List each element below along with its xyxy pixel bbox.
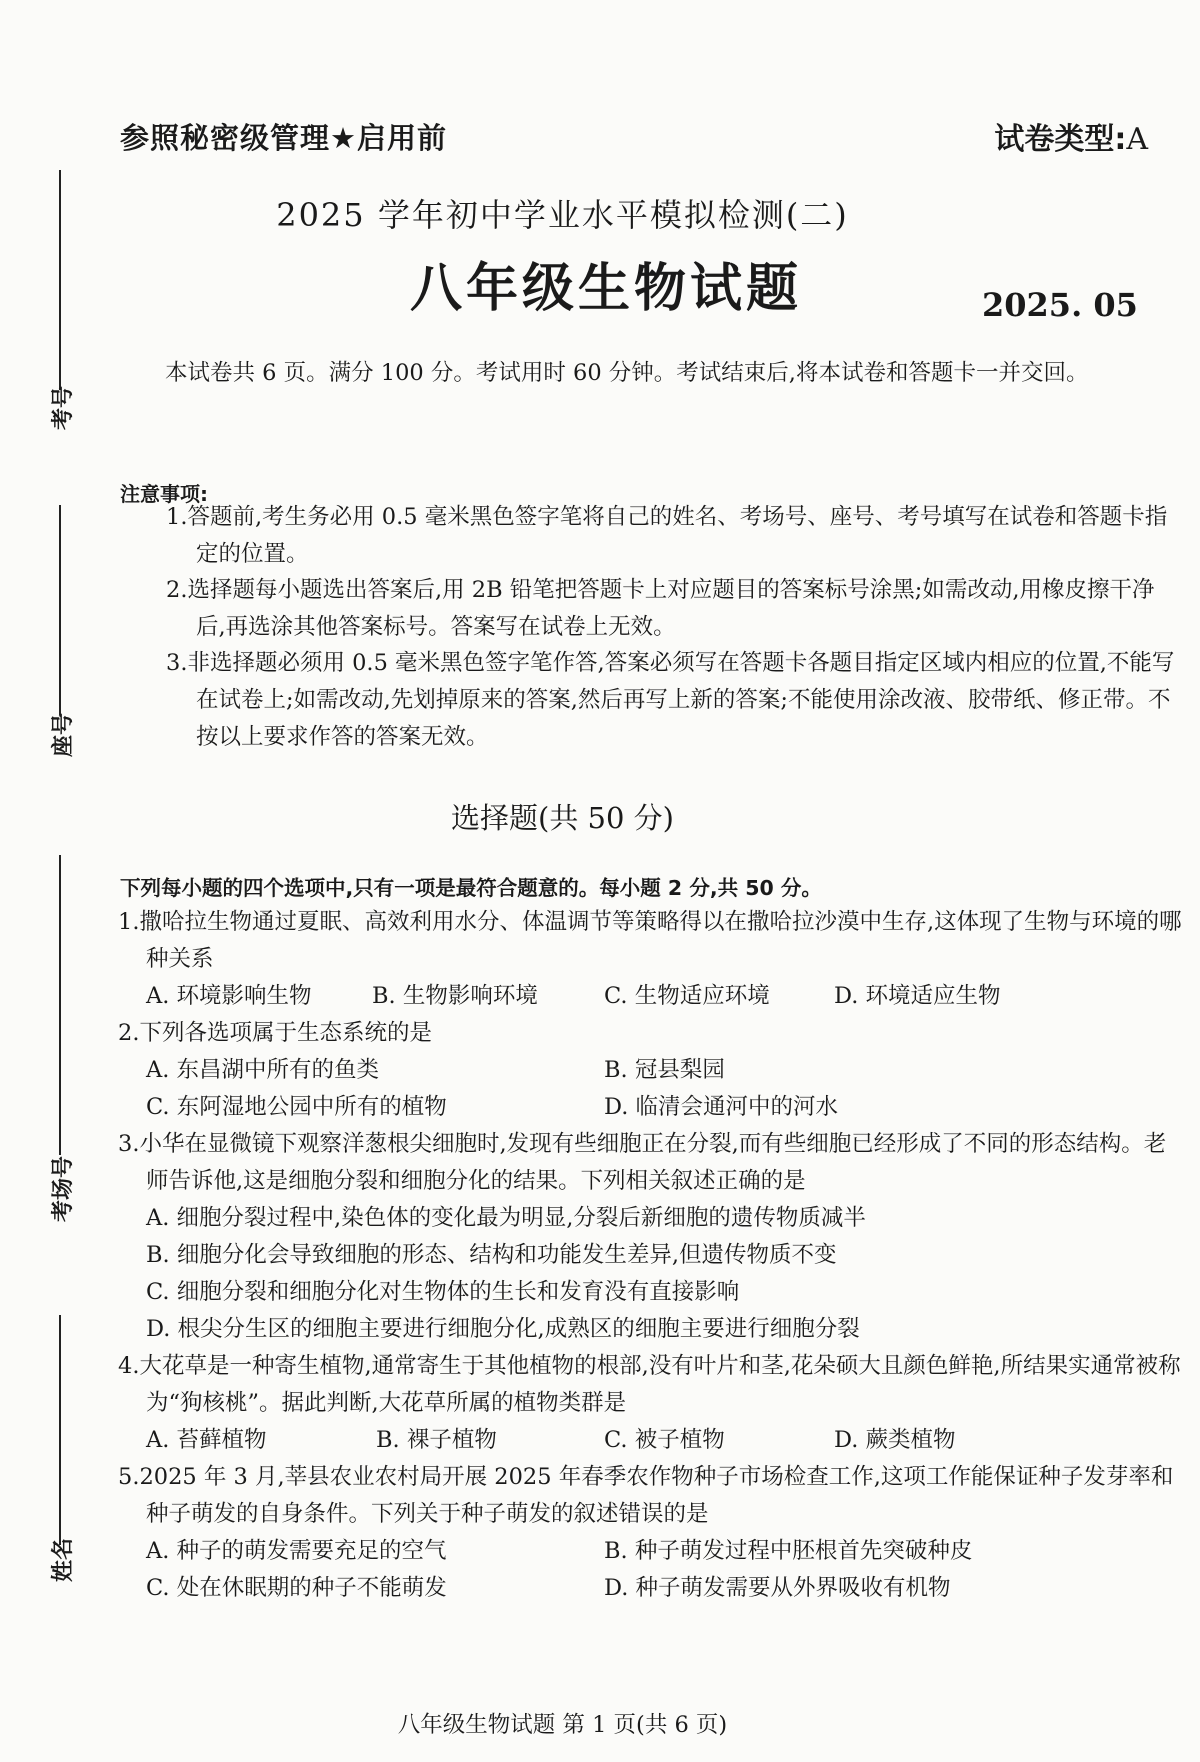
note-item: 2.选择题每小题选出答案后,用 2B 铅笔把答题卡上对应题目的答案标号涂黑;如需改动,用橡皮擦干净后,再选涂其他答案标号。答案写在试卷上无效。: [166, 577, 1155, 640]
confidentiality-notice: 参照秘密级管理★启用前: [120, 121, 447, 155]
exam-title: 2025 学年初中学业水平模拟检测(二): [276, 196, 849, 234]
option: C. 处在休眠期的种子不能萌发: [146, 1575, 447, 1601]
question-stem: 1.撒哈拉生物通过夏眠、高效利用水分、体温调节等策略得以在撒哈拉沙漠中生存,这体现了生物与环境的哪种关系: [118, 909, 1182, 972]
notes-title: 注意事项:: [120, 482, 208, 506]
paper-type: [994, 114, 1148, 158]
option: D. 种子萌发需要从外界吸收有机物: [604, 1575, 951, 1601]
option: B. 种子萌发过程中胚根首先突破种皮: [604, 1538, 973, 1564]
margin-label-name: 姓名: [51, 1537, 76, 1582]
section-instruction: 下列每小题的四个选项中,只有一项是最符合题意的。每小题 2 分,共 50 分。: [120, 876, 822, 900]
option: B. 裸子植物: [376, 1427, 497, 1453]
margin-line-3: [59, 855, 61, 1155]
paper-type-value: A: [1126, 122, 1148, 157]
option: A. 细胞分裂过程中,染色体的变化最为明显,分裂后新细胞的遗传物质减半: [146, 1205, 866, 1231]
note-item: 3.非选择题必须用 0.5 毫米黑色签字笔作答,答案必须写在答题卡各题目指定区域内相应的位置,不能写在试卷上;如需改动,先划掉原来的答案,然后再写上新的答案;不能使用涂改液、胶带纸、修正带。不按以上要求作答的答案无效。: [166, 650, 1175, 750]
margin-line-4: [59, 1315, 61, 1545]
margin-label-exam-number: 考号: [51, 385, 76, 430]
option: C. 细胞分裂和细胞分化对生物体的生长和发育没有直接影响: [146, 1279, 740, 1305]
margin-label-exam-room: 考场号: [51, 1155, 76, 1222]
exam-date: 2025. 05: [982, 286, 1138, 324]
question-stem: 2.下列各选项属于生态系统的是: [118, 1020, 432, 1046]
margin-line-2: [59, 505, 61, 715]
option: A. 苔藓植物: [146, 1427, 267, 1453]
question-stem: 5.2025 年 3 月,莘县农业农村局开展 2025 年春季农作物种子市场检查工作,这项工作能保证种子发芽率和种子萌发的自身条件。下列关于种子萌发的叙述错误的是: [118, 1464, 1174, 1527]
option: C. 东阿湿地公园中所有的植物: [146, 1094, 447, 1120]
option: A. 环境影响生物: [146, 983, 312, 1009]
option: D. 临清会通河中的河水: [604, 1094, 839, 1120]
intro-paragraph: 本试卷共 6 页。满分 100 分。考试用时 60 分钟。考试结束后,将本试卷和答题卡一并交回。: [165, 360, 1089, 386]
margin-label-seat-number: 座号: [51, 712, 76, 757]
option: B. 生物影响环境: [372, 983, 538, 1009]
question-stem: 3.小华在显微镜下观察洋葱根尖细胞时,发现有些细胞正在分裂,而有些细胞已经形成了不同的形态结构。老师告诉他,这是细胞分裂和细胞分化的结果。下列相关叙述正确的是: [118, 1131, 1167, 1194]
option: C. 被子植物: [604, 1427, 725, 1453]
page-footer: 八年级生物试题 第 1 页(共 6 页): [397, 1712, 728, 1738]
option: D. 环境适应生物: [834, 983, 1001, 1009]
option: D. 根尖分生区的细胞主要进行细胞分化,成熟区的细胞主要进行细胞分裂: [146, 1316, 860, 1342]
option: A. 东昌湖中所有的鱼类: [146, 1057, 380, 1083]
main-title: 八年级生物试题: [410, 259, 803, 319]
option: D. 蕨类植物: [834, 1427, 956, 1453]
note-item: 1.答题前,考生务必用 0.5 毫米黑色签字笔将自己的姓名、考场号、座号、考号填写在试卷和答题卡指定的位置。: [166, 504, 1168, 567]
option: A. 种子的萌发需要充足的空气: [146, 1538, 447, 1564]
option: B. 冠县梨园: [604, 1057, 725, 1083]
section-title: 选择题(共 50 分): [451, 801, 674, 835]
paper-type-label: 试卷类型:: [994, 122, 1127, 157]
question-stem: 4.大花草是一种寄生植物,通常寄生于其他植物的根部,没有叶片和茎,花朵硕大且颜色鲜艳,所结果实通常被称为“狗核桃”。据此判断,大花草所属的植物类群是: [118, 1353, 1181, 1416]
option: B. 细胞分化会导致细胞的形态、结构和功能发生差异,但遗传物质不变: [146, 1242, 837, 1268]
option: C. 生物适应环境: [604, 983, 770, 1009]
